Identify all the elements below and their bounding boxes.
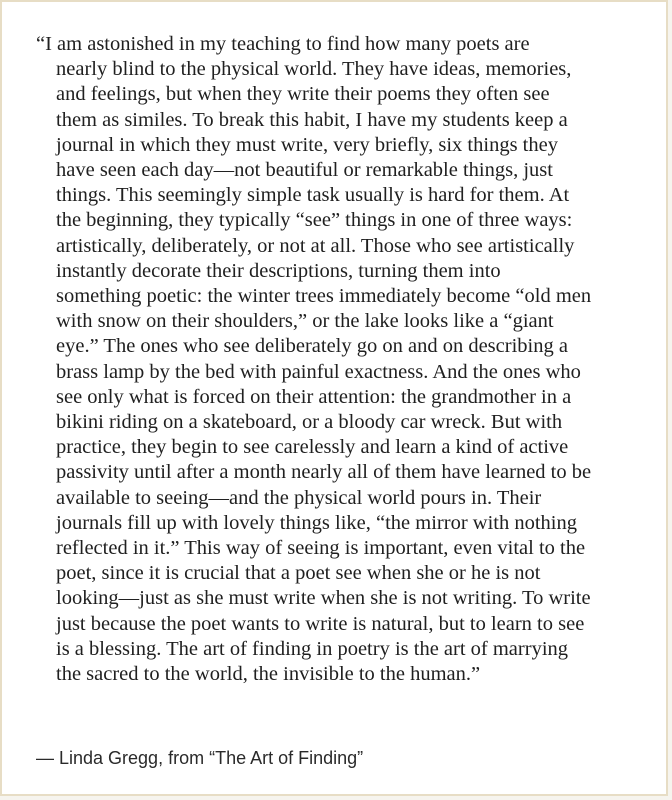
quote-line: “I am astonished in my teaching to find how many poets are bbox=[36, 33, 530, 55]
quote-line: with snow on their shoulders,” or the lake looks like a “giant bbox=[56, 310, 554, 333]
quote-line: see only what is forced on their attention: the grandmother in a bbox=[56, 385, 572, 408]
quote-line: journal in which they must write, very briefly, six things they bbox=[56, 133, 558, 156]
quote-line: poet, since it is crucial that a poet see when she or he is not bbox=[56, 562, 541, 585]
quote-line: nearly blind to the physical world. They have ideas, memories, bbox=[56, 58, 572, 81]
attribution: — Linda Gregg, from “The Art of Finding” bbox=[36, 748, 364, 768]
quote-line: something poetic: the winter trees immediately become “old men bbox=[56, 285, 592, 308]
quote-line: just because the poet wants to write is natural, but to learn to see bbox=[56, 612, 585, 635]
quote-line: passivity until after a month nearly all of them have learned to be bbox=[56, 461, 592, 484]
quote-line: things. This seemingly simple task usually is hard for them. At bbox=[56, 184, 570, 207]
quote-line: them as similes. To break this habit, I have my students keep a bbox=[56, 108, 568, 131]
quote-line: have seen each day—not beautiful or remarkable things, just bbox=[56, 159, 553, 182]
quote-line: brass lamp by the bed with painful exactness. And the ones who bbox=[56, 360, 581, 383]
quote-line: instantly decorate their descriptions, turning them into bbox=[56, 259, 501, 282]
quote-text bbox=[36, 32, 650, 687]
quote-line: bikini riding on a skateboard, or a bloody car wreck. But with bbox=[56, 411, 563, 434]
quote-line: is a blessing. The art of finding in poetry is the art of marrying bbox=[56, 637, 569, 660]
quote-line: available to seeing—and the physical world pours in. Their bbox=[56, 486, 542, 509]
quote-line: the sacred to the world, the invisible to the human.” bbox=[56, 663, 481, 686]
quote-line: looking—just as she must write when she is not writing. To write bbox=[56, 587, 591, 610]
quote-line: the beginning, they typically “see” things in one of three ways: bbox=[56, 209, 573, 232]
quote-line: artistically, deliberately, or not at all. Those who see artistically bbox=[56, 234, 575, 257]
quote-line: reflected in it.” This way of seeing is important, even vital to the bbox=[56, 537, 586, 560]
quote-line: practice, they begin to see carelessly and learn a kind of active bbox=[56, 436, 569, 459]
quote-line: journals fill up with lovely things like, “the mirror with nothing bbox=[56, 511, 577, 534]
quote-line: and feelings, but when they write their poems they often see bbox=[56, 83, 550, 106]
quote-line: eye.” The ones who see deliberately go on and on describing a bbox=[56, 335, 568, 358]
